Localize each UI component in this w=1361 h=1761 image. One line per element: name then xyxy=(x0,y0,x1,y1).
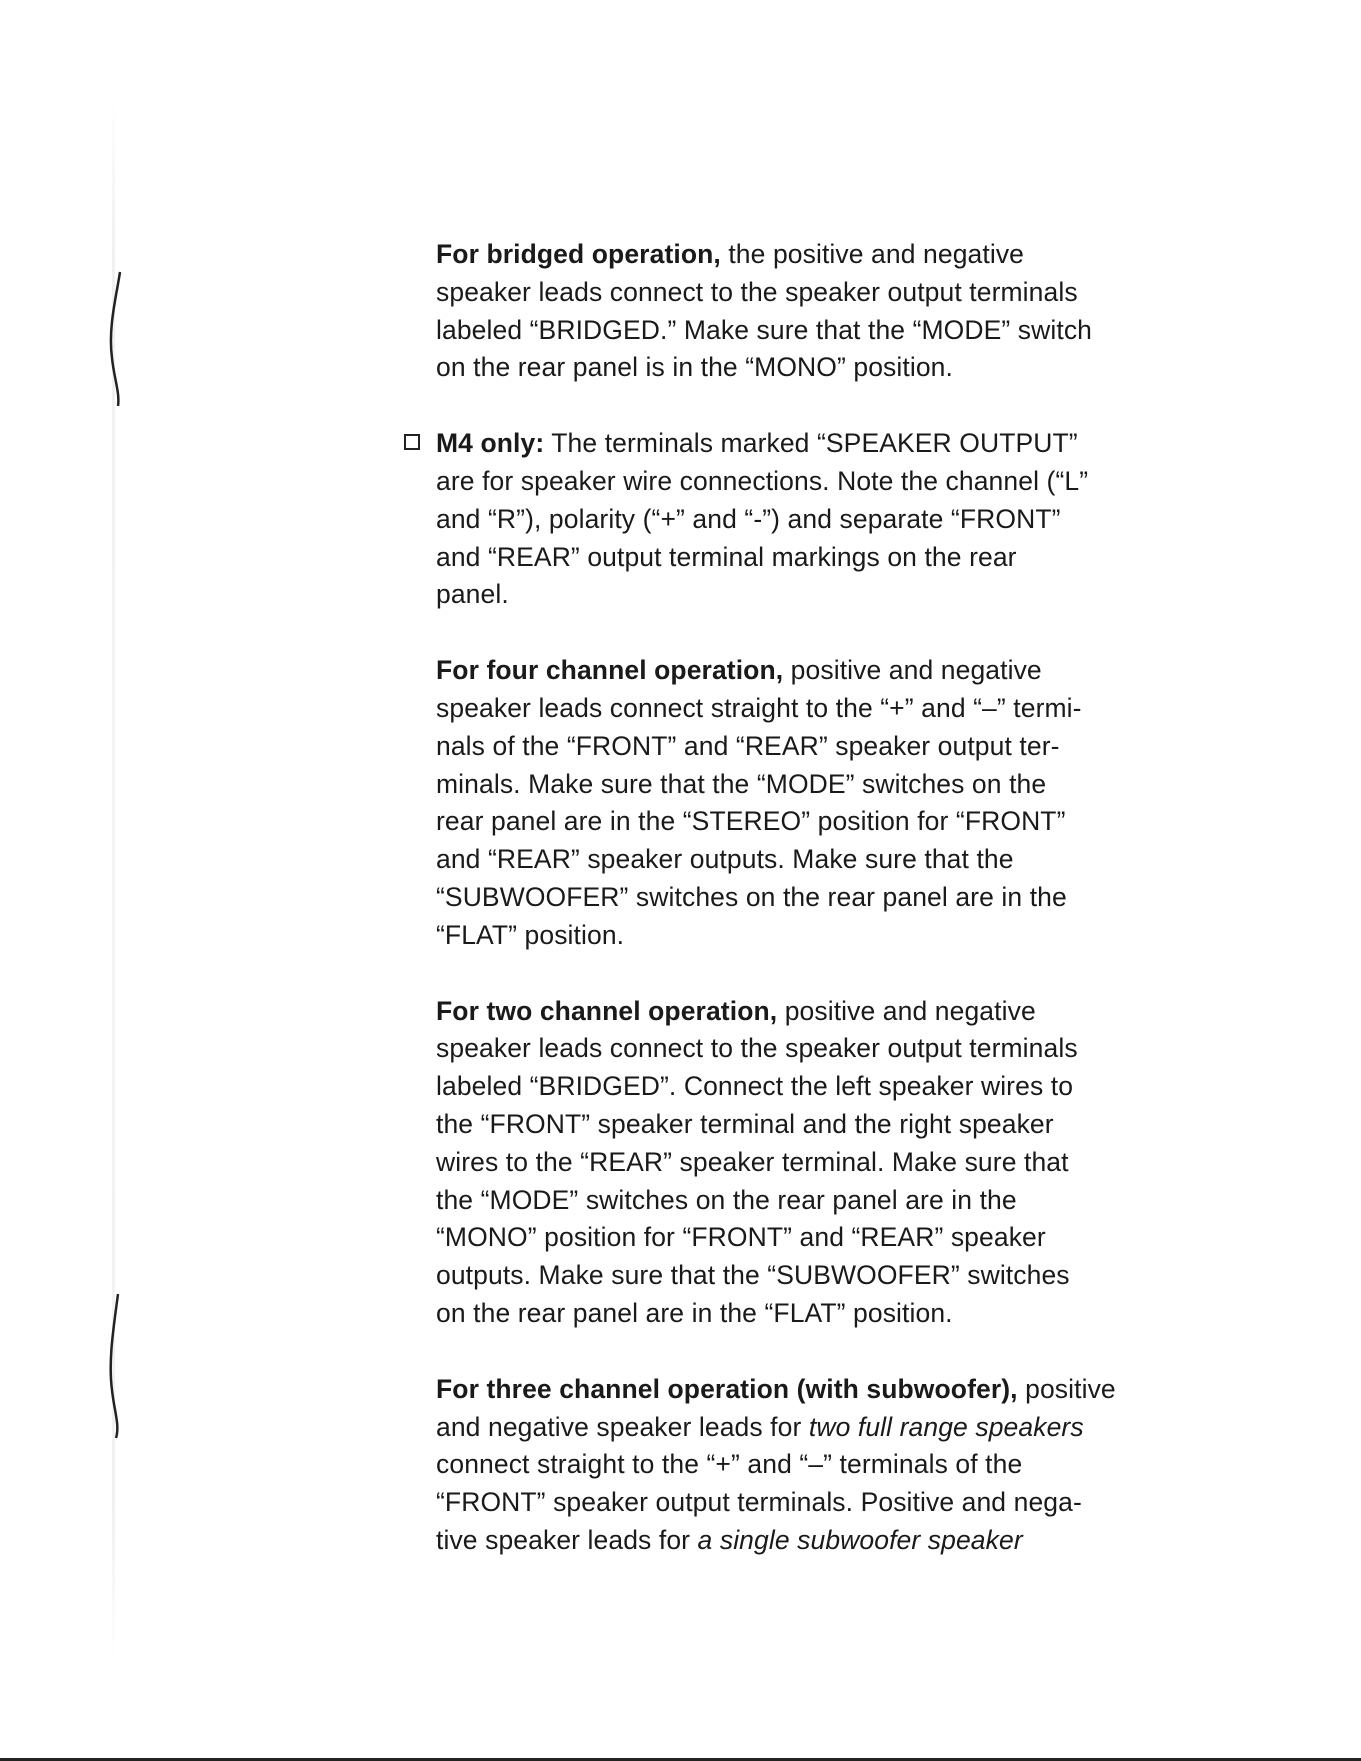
text-segment: connect straight to the “+” and “–” terminals of the xyxy=(436,1449,1023,1480)
document-body xyxy=(436,236,1176,1598)
text-segment: panel. xyxy=(436,579,509,610)
binding-mark-lower xyxy=(100,1290,130,1440)
text-segment: positive xyxy=(1017,1373,1116,1404)
text-line xyxy=(436,803,1176,841)
text-segment: and “REAR” output terminal markings on the rear xyxy=(436,541,1017,572)
text-line xyxy=(436,728,1176,766)
text-segment: “SUBWOOFER” switches on the rear panel are in the xyxy=(436,881,1067,912)
text-segment: minals. Make sure that the “MODE” switches on the xyxy=(436,768,1047,799)
text-segment: outputs. Make sure that the “SUBWOOFER” switches xyxy=(436,1260,1070,1291)
text-segment: labeled “BRIDGED.” Make sure that the “MODE” switch xyxy=(436,314,1093,345)
text-line xyxy=(436,1409,1176,1447)
checkbox-icon xyxy=(404,434,420,450)
text-line xyxy=(436,236,1176,274)
text-segment: “FRONT” speaker output terminals. Positive and nega- xyxy=(436,1487,1082,1518)
text-segment: wires to the “REAR” speaker terminal. Make sure that xyxy=(436,1146,1069,1177)
bold-heading: For bridged operation, xyxy=(436,239,721,269)
text-line xyxy=(436,841,1176,879)
text-segment: labeled “BRIDGED”. Connect the left speaker wires to xyxy=(436,1071,1074,1102)
text-segment: speaker leads connect to the speaker output terminals xyxy=(436,276,1078,307)
text-line xyxy=(436,1295,1176,1333)
text-segment: “FLAT” position. xyxy=(436,919,625,950)
text-line xyxy=(436,652,1176,690)
italic-text: two full range speakers xyxy=(808,1411,1084,1442)
paragraph-two-channel xyxy=(436,993,1176,1333)
bold-heading: M4 only: xyxy=(436,428,545,459)
text-line xyxy=(436,1068,1176,1106)
text-segment: The terminals marked “SPEAKER OUTPUT” xyxy=(544,428,1078,459)
text-line xyxy=(436,1182,1176,1220)
text-line xyxy=(436,1522,1176,1560)
text-line xyxy=(436,1030,1176,1068)
text-line xyxy=(436,576,1176,614)
text-line xyxy=(436,312,1176,350)
text-segment: rear panel are in the “STEREO” position for “FRONT” xyxy=(436,806,1066,837)
text-line xyxy=(436,879,1176,917)
text-segment: are for speaker wire connections. Note the channel (“L” xyxy=(436,465,1089,496)
text-segment: and negative speaker leads for xyxy=(436,1411,809,1442)
text-line xyxy=(436,349,1176,387)
text-segment: positive and negative xyxy=(783,655,1042,686)
text-line xyxy=(436,1257,1176,1295)
text-line xyxy=(436,1484,1176,1522)
bold-heading: For two channel operation, xyxy=(436,995,778,1026)
text-line xyxy=(436,917,1176,955)
text-line xyxy=(436,1106,1176,1144)
text-line xyxy=(436,993,1176,1031)
text-segment: on the rear panel are in the “FLAT” position. xyxy=(436,1297,953,1328)
text-segment: speaker leads connect straight to the “+” and “–” termi- xyxy=(436,692,1082,723)
binding-mark-upper xyxy=(100,268,130,408)
text-segment: “MONO” position for “FRONT” and “REAR” speaker xyxy=(436,1222,1046,1253)
text-line xyxy=(436,1219,1176,1257)
text-segment: the positive and negative xyxy=(720,239,1025,269)
paragraph-m4-only xyxy=(436,425,1176,614)
paragraph-four-channel xyxy=(436,652,1176,954)
text-line xyxy=(436,501,1176,539)
text-line xyxy=(436,425,1176,463)
text-segment: nals of the “FRONT” and “REAR” speaker output ter- xyxy=(436,730,1060,761)
text-segment: the “FRONT” speaker terminal and the right speaker xyxy=(436,1108,1054,1139)
text-segment: on the rear panel is in the “MONO” position. xyxy=(436,352,953,383)
text-line xyxy=(436,463,1176,501)
text-segment: speaker leads connect to the speaker output terminals xyxy=(436,1033,1078,1064)
text-segment: tive speaker leads for xyxy=(436,1524,698,1555)
text-segment: and “REAR” speaker outputs. Make sure that the xyxy=(436,844,1014,875)
text-line xyxy=(436,1371,1176,1409)
text-segment: the “MODE” switches on the rear panel are in the xyxy=(436,1184,1017,1215)
text-line xyxy=(436,539,1176,577)
bold-heading: For three channel operation (with subwoofer), xyxy=(436,1373,1018,1404)
text-line xyxy=(436,690,1176,728)
paragraph-three-channel xyxy=(436,1371,1176,1560)
italic-text: a single subwoofer speaker xyxy=(697,1524,1023,1555)
text-line xyxy=(436,274,1176,312)
bold-heading: For four channel operation, xyxy=(436,655,784,686)
paragraph-bridged xyxy=(436,236,1176,387)
text-segment: positive and negative xyxy=(777,995,1036,1026)
text-line xyxy=(436,1446,1176,1484)
text-segment: and “R”), polarity (“+” and “-”) and separate “FRONT” xyxy=(436,503,1061,534)
text-line xyxy=(436,1144,1176,1182)
text-line xyxy=(436,766,1176,804)
